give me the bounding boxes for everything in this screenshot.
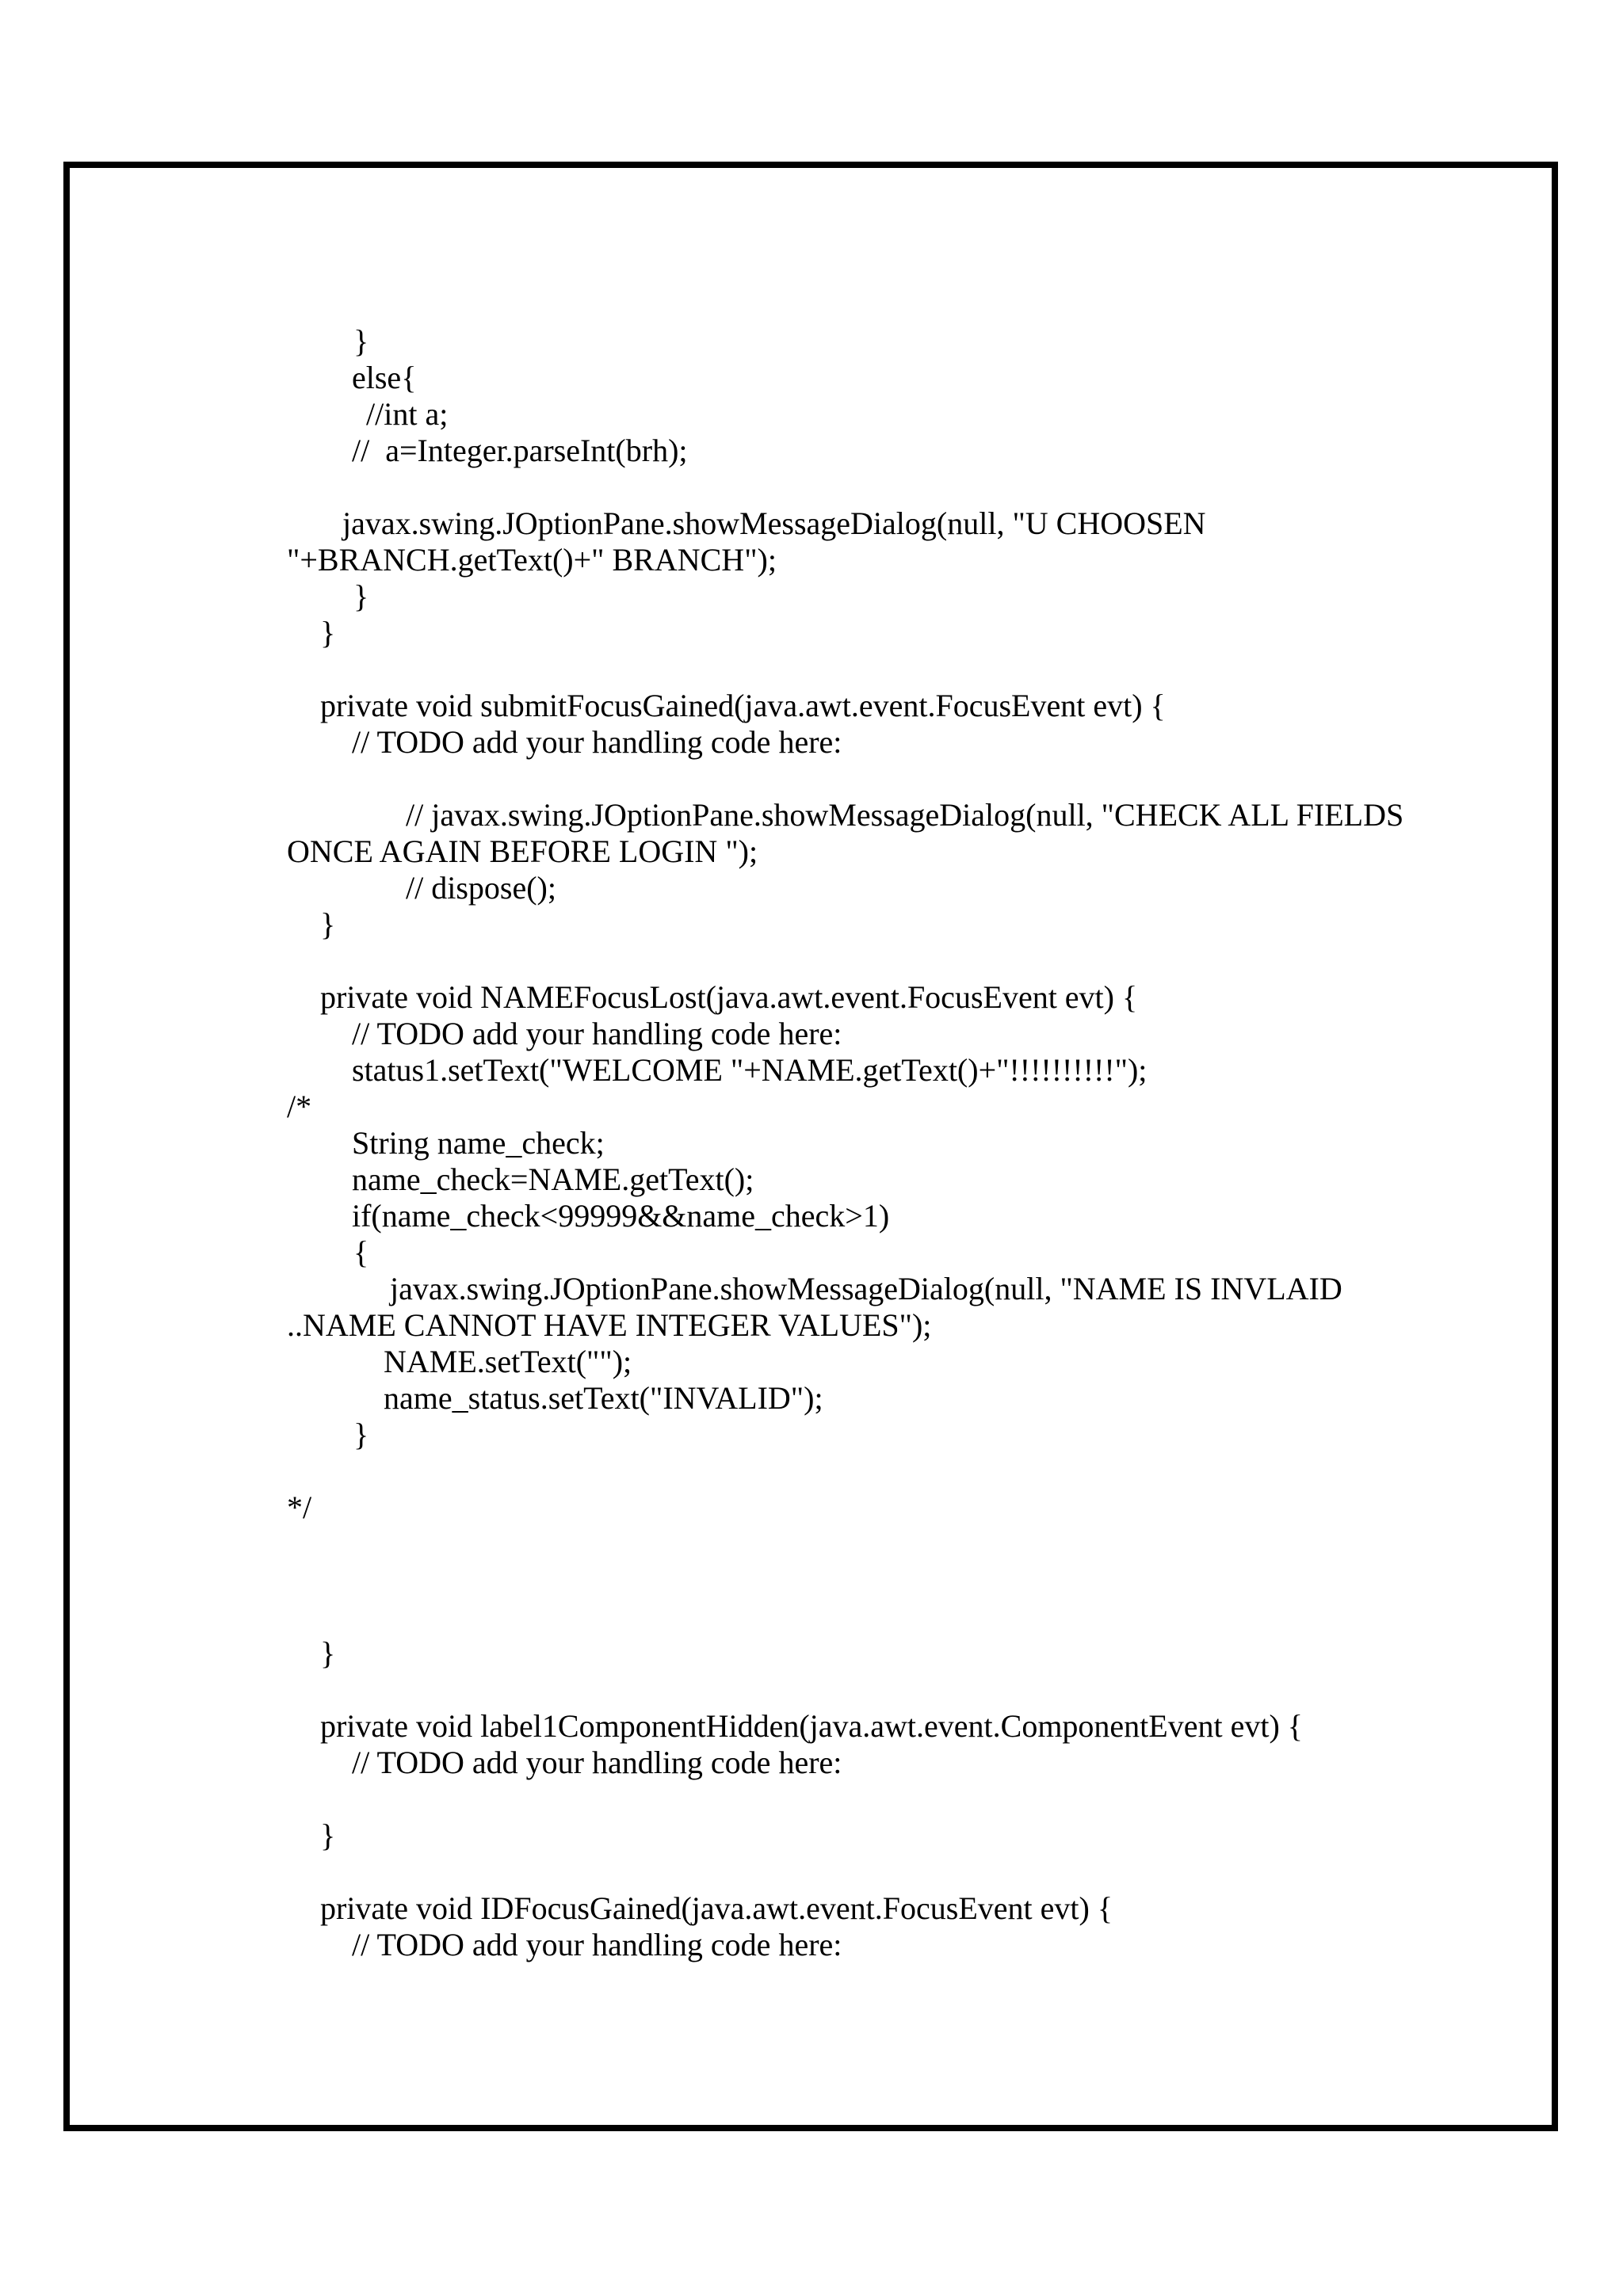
code-line: status1.setText("WELCOME "+NAME.getText()+"!!!!!!!!!!"); xyxy=(352,1052,1148,1088)
code-line: name_status.setText("INVALID"); xyxy=(384,1380,823,1416)
code-line: } xyxy=(353,1417,369,1452)
code-line: // TODO add your handling code here: xyxy=(352,724,842,760)
code-line: } xyxy=(353,323,369,359)
code-line: if(name_check<99999&&name_check>1) xyxy=(352,1198,890,1234)
code-line: private void NAMEFocusLost(java.awt.event.FocusEvent evt) { xyxy=(320,979,1138,1015)
code-line: } xyxy=(320,906,336,942)
code-line: private void submitFocusGained(java.awt.event.FocusEvent evt) { xyxy=(320,688,1166,723)
code-line: // TODO add your handling code here: xyxy=(352,1927,842,1962)
code-line: } xyxy=(353,578,369,614)
code-line: } xyxy=(320,1817,336,1853)
code-line: } xyxy=(320,1635,336,1671)
code-line: else{ xyxy=(352,360,417,395)
code-line: // javax.swing.JOptionPane.showMessageDialog(null, "CHECK ALL FIELDS xyxy=(406,797,1404,833)
code-line: // dispose(); xyxy=(406,870,556,906)
code-line: javax.swing.JOptionPane.showMessageDialog(null, "U CHOOSEN xyxy=(342,505,1206,541)
code-line: // TODO add your handling code here: xyxy=(352,1016,842,1051)
code-line: private void IDFocusGained(java.awt.event.FocusEvent evt) { xyxy=(320,1890,1113,1926)
code-line: //int a; xyxy=(366,396,449,432)
code-line: { xyxy=(353,1234,369,1270)
code-line: name_check=NAME.getText(); xyxy=(352,1161,754,1197)
code-line: String name_check; xyxy=(352,1125,605,1161)
code-line: */ xyxy=(287,1489,312,1525)
code-line: ..NAME CANNOT HAVE INTEGER VALUES"); xyxy=(287,1307,932,1343)
code-line: } xyxy=(320,615,336,650)
code-line: NAME.setText(""); xyxy=(384,1344,632,1379)
code-line: // TODO add your handling code here: xyxy=(352,1745,842,1780)
code-line: javax.swing.JOptionPane.showMessageDialog(null, "NAME IS INVLAID xyxy=(390,1271,1342,1306)
code-line: // a=Integer.parseInt(brh); xyxy=(352,433,688,468)
code-line: private void label1ComponentHidden(java.awt.event.ComponentEvent evt) { xyxy=(320,1708,1303,1744)
code-line: "+BRANCH.getText()+" BRANCH"); xyxy=(287,542,777,578)
code-line: /* xyxy=(287,1089,312,1124)
code-line: ONCE AGAIN BEFORE LOGIN "); xyxy=(287,833,758,869)
